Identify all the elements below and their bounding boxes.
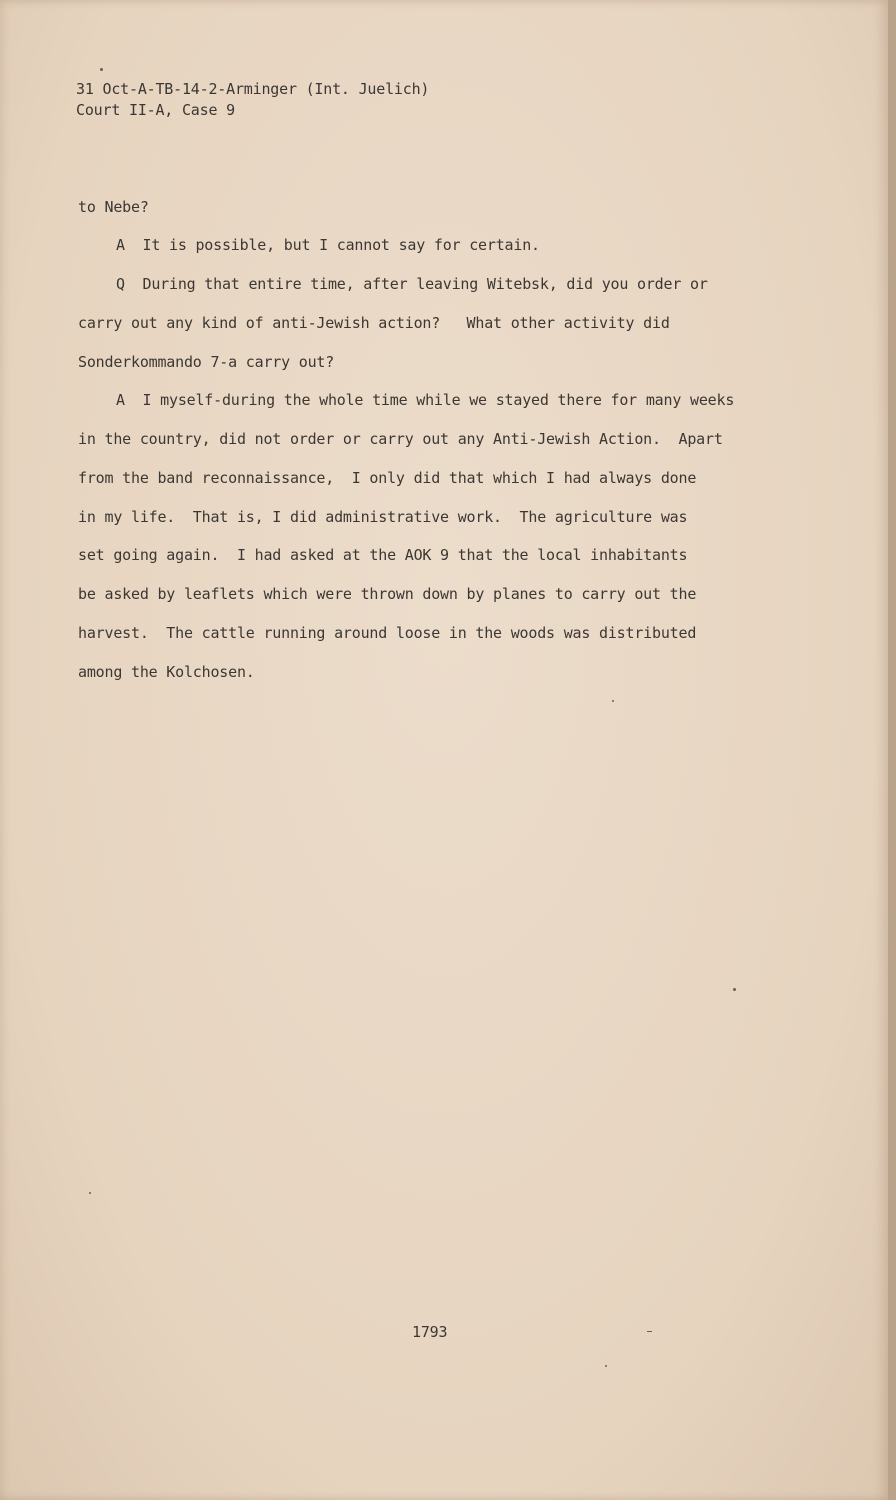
body-line: A I myself-during the whole time while we stayed there for many weeks <box>116 391 735 409</box>
paper-speck <box>647 1331 652 1332</box>
header-reference: 31 Oct-A-TB-14-2-Arminger (Int. Juelich) <box>76 80 430 98</box>
body-line: among the Kolchosen. <box>78 663 255 681</box>
body-line: in my life. That is, I did administrative work. The agriculture was <box>78 508 688 526</box>
header-court-case: Court II-A, Case 9 <box>76 101 235 119</box>
paper-speck <box>89 1192 91 1194</box>
body-line: carry out any kind of anti-Jewish action? What other activity did <box>78 314 670 332</box>
paper-speck <box>733 988 736 991</box>
paper-speck <box>605 1365 607 1367</box>
body-line: harvest. The cattle running around loose in the woods was distributed <box>78 624 697 642</box>
paper-edge <box>888 0 896 1500</box>
body-line: set going again. I had asked at the AOK 9 that the local inhabitants <box>78 546 688 564</box>
paper-speck <box>100 68 103 71</box>
paper-speck <box>612 700 614 702</box>
page-number: 1793 <box>412 1323 448 1341</box>
body-line: Q During that entire time, after leaving Witebsk, did you order or <box>116 275 708 293</box>
body-line: to Nebe? <box>78 198 149 216</box>
body-line: Sonderkommando 7-a carry out? <box>78 353 335 371</box>
body-line: from the band reconnaissance, I only did that which I had always done <box>78 469 697 487</box>
body-line: in the country, did not order or carry out any Anti-Jewish Action. Apart <box>78 430 723 448</box>
body-line: A It is possible, but I cannot say for certain. <box>116 236 540 254</box>
body-line: be asked by leaflets which were thrown down by planes to carry out the <box>78 585 697 603</box>
